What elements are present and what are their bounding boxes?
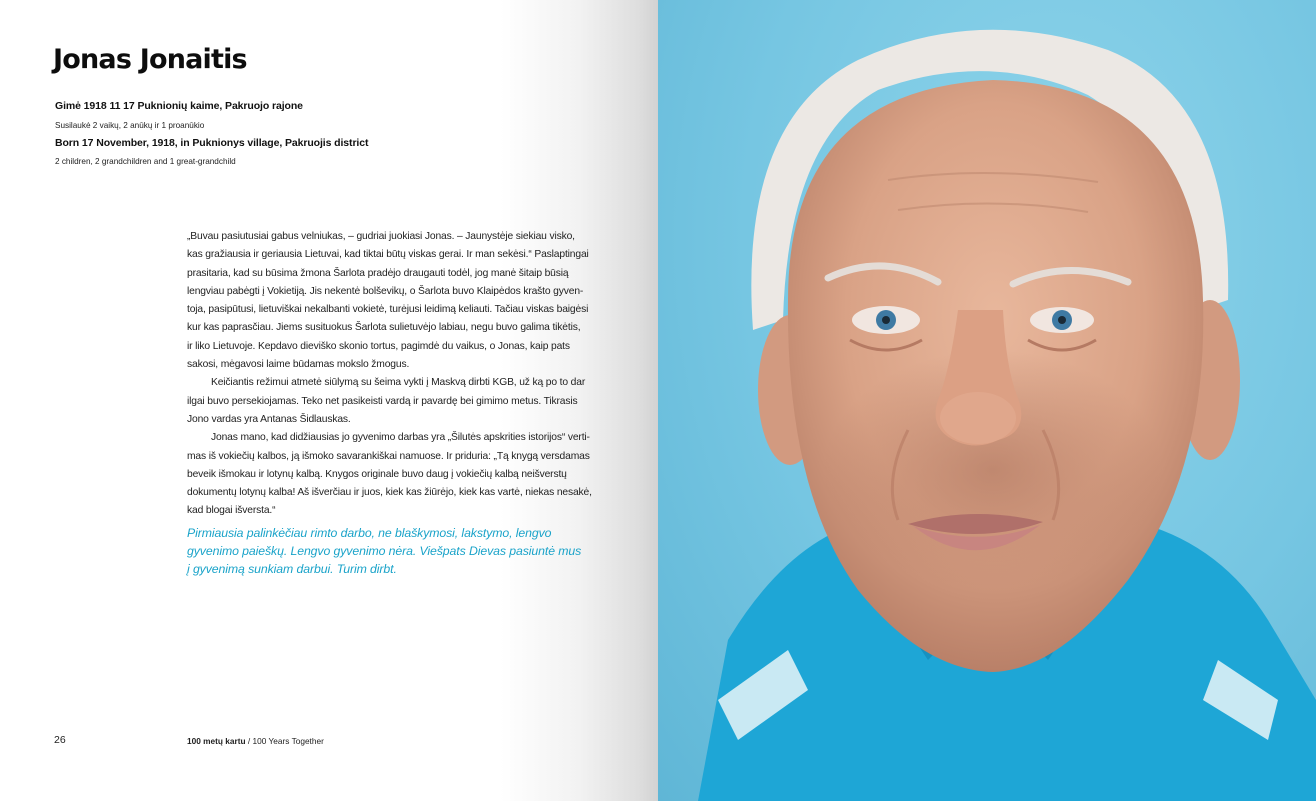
birth-info-en: Born 17 November, 1918, in Puknionys village, Pakruojis district [55,137,369,149]
book-title-lt: 100 metų kartu [187,736,246,746]
portrait-illustration [658,0,1316,801]
family-info-en: 2 children, 2 grandchildren and 1 great-grandchild [55,157,236,166]
quote-line: gyvenimo paieškų. Lengvo gyvenimo nėra. Viešpats Dievas pasiuntė mus [187,544,582,559]
page-number: 26 [54,734,66,746]
running-footer [187,736,324,746]
story-line: sakosi, mėgavosi laime būdamas mokslo žmogus. [187,359,410,371]
quote-line: Pirmiausia palinkėčiau rimto darbo, ne blaškymosi, lakstymo, lengvo [187,526,552,540]
story-line: kad blogai išversta.“ [187,505,276,517]
story-line: „Buvau pasiutusiai gabus velniukas, – gudriai juokiasi Jonas. – Jaunystėje siekiau visko, [187,231,575,242]
story-line: Keičiantis režimui atmetė siūlymą su šeima vykti į Maskvą dirbti KGB, už ką po to dar [211,377,586,389]
left-pupil [882,316,890,324]
nose-tip [940,392,1016,444]
story-line: Jonas mano, kad didžiausias jo gyvenimo darbas yra „Šilutės apskrities istorijos“ verti- [211,432,590,444]
footer-separator: / [245,736,253,746]
person-name: Jonas Jonaitis [53,44,247,75]
story-line: Jono vardas yra Antanas Šidlauskas. [187,413,351,425]
birth-info-lt: Gimė 1918 11 17 Puknionių kaime, Pakruojo rajone [55,100,303,112]
portrait-photo [658,0,1316,801]
book-title-en: 100 Years Together [252,736,324,746]
story-line: kur kas paprasčiau. Jiems susituokus Šarlota sulietuvėjo labiau, negu buvo galima tikėtis, [187,322,581,334]
story-line: kas gražiausia ir geriausia Lietuvai, kad tiktai būtų viskas gerai. Ir man sekėsi.“ Paslaptingai [187,249,589,261]
story-line: lengviau pabėgti į Vokietiją. Jis nekentė bolševikų, o Šarlota buvo Klaipėdos krašto gyven- [187,285,584,297]
story-line: ir liko Lietuvoje. Kepdavo dieviško skonio tortus, pagimdė du vaikus, o Jonas, kaip pats [187,340,570,352]
story-line: dokumentų lotynų kalba! Aš išverčiau ir juos, kiek kas žiūrėjo, kiek kas vartė, niekas nesakė, [187,487,592,499]
pull-quote [187,524,587,579]
story-line: mas iš vokiečių kalbos, ją išmoko savarankiškai namuose. Ir priduria: „Tą knygą versdamas [187,450,590,462]
story-text [187,228,592,521]
story-line: ilgai buvo persekiojamas. Teko net pasikeisti vardą ir pavardę bei gimimo metus. Tikrasis [187,395,578,407]
story-line: prasitaria, kad su būsima žmona Šarlota pradėjo draugauti todėl, jog manė šitaip būsią [187,267,569,279]
story-line: toja, pasipūtusi, lietuviškai nekalbanti vokietė, turėjusi leidimą keliauti. Tačiau viskas baigėsi [187,304,589,316]
family-info-lt: Susilaukė 2 vaikų, 2 anūkų ir 1 proanūkio [55,121,205,130]
story-line: beveik išmokau ir lotynų kalbą. Knygos originale buvo daug į vokiečių kalbą neišverstų [187,468,567,480]
quote-line: į gyvenimą sunkiam darbui. Turim dirbt. [187,562,397,577]
right-pupil [1058,316,1066,324]
